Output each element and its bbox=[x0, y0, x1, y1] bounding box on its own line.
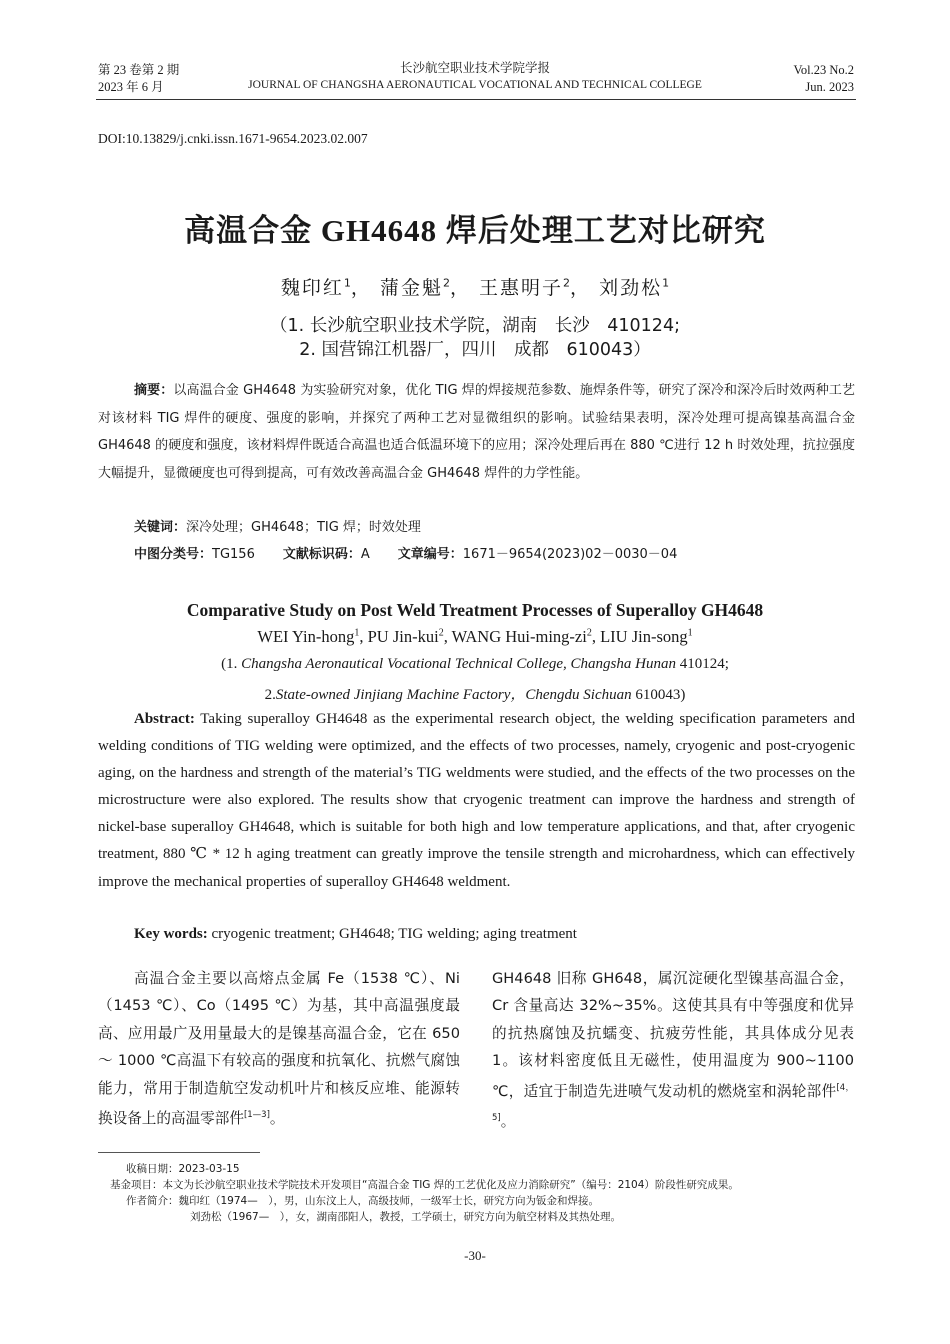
author-en-separator: , bbox=[443, 627, 452, 646]
body-column-right bbox=[492, 965, 854, 1135]
header-journal bbox=[230, 60, 720, 94]
author-affil-mark: 2 bbox=[563, 276, 571, 290]
affiliation-en-1-name: Changsha Aeronautical Vocational Technical College, Changsha Hunan bbox=[241, 656, 676, 672]
keywords-en-text: cryogenic treatment; GH4648; TIG welding; aging treatment bbox=[207, 926, 577, 942]
classification-label: 中图分类号： bbox=[134, 547, 213, 562]
keywords-cn-text: 深冷处理；GH4648；TIG 焊；时效处理 bbox=[186, 520, 421, 535]
body-left-text: 高温合金主要以高熔点金属 Fe（1538 ℃）、Ni（1453 ℃）、Co（1495 ℃）为基，其中高温强度最高、应用最广及用量最大的是镍基高温合金，它在 650 ～ 1000 ℃高温下有较高的强度和抗氧化、抗燃气腐蚀能力，常用于制造航空发动机叶片和核反应堆、能源转换设备上的高温零部件 bbox=[98, 970, 460, 1127]
affiliation-en-1-prefix: (1. bbox=[221, 656, 242, 672]
author-affil-mark: 1 bbox=[662, 276, 670, 290]
abstract-cn-label: 摘要： bbox=[134, 383, 174, 398]
keywords-cn-label: 关键词： bbox=[134, 520, 187, 535]
abstract-en-label: Abstract: bbox=[134, 711, 195, 727]
abstract-cn-text: 以高温合金 GH4648 为实验研究对象，优化 TIG 焊的焊接规范参数、施焊条件等，研究了深冷和深冷后时效两种工艺对该材料 TIG 焊件的硬度、强度的影响，并探究了两种工艺对显微组织的影响。试验结果表明，深冷处理可提高镍基高温合金 GH4648 的硬度和强度，该材料焊件既适合高温也适合低温环境下的应用；深冷处理后再在 880 ℃进行 12 h 时效处理，抗拉强度大幅提升，显微硬度也可得到提高，可有效改善高温合金 GH4648 焊件的力学性能。 bbox=[98, 383, 855, 481]
paper-title-en: Comparative Study on Post Weld Treatment Processes of Superalloy GH4648 bbox=[186, 600, 764, 620]
doc-code-label: 文献标识码： bbox=[282, 547, 361, 562]
footnote-received: 收稿日期：2023-03-15 bbox=[126, 1163, 240, 1175]
author-en-name: LIU Jin-song bbox=[600, 627, 688, 646]
article-no-value: 1671－9654(2023)02－0030－04 bbox=[462, 547, 678, 562]
affiliation-cn-2: 2. 国营锦江机器厂，四川 成都 610043） bbox=[299, 340, 651, 360]
affiliation-en-1 bbox=[0, 656, 950, 673]
footnote-divider bbox=[98, 1152, 260, 1153]
author-en-name: WANG Hui-ming-zi bbox=[451, 627, 587, 646]
doi: DOI:10.13829/j.cnki.issn.1671-9654.2023.02.007 bbox=[98, 131, 368, 146]
abstract-en bbox=[98, 706, 855, 896]
affiliation-en-2-prefix: 2. bbox=[264, 687, 276, 703]
author-affil-mark: 2 bbox=[442, 276, 450, 290]
header-volume-issue: 第 23 卷第 2 期 bbox=[98, 63, 180, 77]
footnote-fund: 基金项目：本文为长沙航空职业技术学院技术开发项目“高温合金 TIG 焊的工艺优化及应力消除研究”（编号：2104）阶段性研究成果。 bbox=[110, 1179, 739, 1191]
keywords-en-label: Key words: bbox=[134, 926, 208, 942]
author-en-affil-mark: 2 bbox=[586, 627, 592, 639]
header-vol-en: Vol.23 No.2 bbox=[793, 63, 854, 77]
abstract-en-text: Taking superalloy GH4648 as the experimental research object, the welding specification parameters and welding conditions of TIG welding were optimized, and the effects of two processes, namely, cryogenic and post-cryogenic aging, on the hardness and strength of the material’s TIG weldments were studied, and the effects of the two processes on the microstructure were also explored. The results show that cryogenic treatment can improve the hardness and strength of nickel-base superalloy GH4648, which is suitable for both high and low temperature applications, and that, after cryogenic treatment, 880 ℃ * 12 h aging treatment can greatly improve the tensile strength and microhardness, which can effectively improve the mechanical properties of superalloy GH4648 weldment. bbox=[98, 711, 855, 890]
authors-en bbox=[0, 627, 950, 647]
abstract-cn bbox=[98, 377, 855, 487]
keywords-en bbox=[134, 926, 577, 943]
journal-name-cn: 长沙航空职业技术学院学报 bbox=[399, 61, 550, 75]
author-en-affil-mark: 2 bbox=[438, 627, 444, 639]
affiliation-en-2 bbox=[0, 683, 950, 704]
author-separator: ， bbox=[350, 277, 372, 299]
author-en-separator: , bbox=[591, 627, 601, 646]
author-name: 刘劲松 bbox=[599, 277, 663, 299]
doc-code-value: A bbox=[360, 547, 370, 562]
classification-value: TG156 bbox=[212, 547, 255, 562]
affiliation-en-1-suffix: 410124; bbox=[675, 656, 729, 672]
author-affil-mark: 1 bbox=[343, 276, 351, 290]
body-column-left bbox=[98, 965, 460, 1132]
author-name: 蒲金魁 bbox=[379, 277, 443, 299]
body-right-text: GH4648 旧称 GH648，属沉淀硬化型镍基高温合金，Cr 含量高达 32%~35%。这使其具有中等强度和优异的抗热腐蚀及抗蠕变、抗疲劳性能，其具体成分见表 1。该材料密度低且无磁性，使用温度为 900~1100 ℃，适宜于制造先进喷气发动机的燃烧室和涡轮部件 bbox=[492, 970, 854, 1100]
author-en-name: WEI Yin-hong bbox=[257, 627, 355, 646]
author-name: 王惠明子 bbox=[479, 277, 564, 299]
author-separator: ， bbox=[449, 277, 471, 299]
classification-line bbox=[98, 541, 891, 569]
header-volume bbox=[793, 62, 854, 96]
author-en-name: PU Jin-kui bbox=[367, 627, 439, 646]
citation-ref: [4，5] bbox=[492, 1082, 854, 1123]
journal-name-en: JOURNAL OF CHANGSHA AERONAUTICAL VOCATIONAL AND TECHNICAL COLLEGE bbox=[248, 79, 702, 91]
author-en-separator: , bbox=[359, 627, 368, 646]
affiliation-en-2-name: State-owned Jinjiang Machine Factory，Chengdu Sichuan bbox=[275, 687, 632, 703]
body-left-end: 。 bbox=[269, 1109, 285, 1127]
paper-title-cn: 高温合金 GH4648 焊后处理工艺对比研究 bbox=[184, 213, 766, 248]
header-date-en: Jun. 2023 bbox=[805, 80, 854, 94]
header-date-cn: 2023 年 6 月 bbox=[98, 80, 164, 94]
author-en-affil-mark: 1 bbox=[354, 627, 360, 639]
body-right-end: 。 bbox=[500, 1112, 516, 1130]
footnote-author-1: 作者简介：魏印红（1974— ），男，山东汶上人，高级技师，一级军士长，研究方向为钣金和焊接。 bbox=[126, 1195, 599, 1207]
author-name: 魏印红 bbox=[280, 277, 344, 299]
footnote-author-2: 刘劲松（1967— ），女，湖南邵阳人，教授，工学硕士，研究方向为航空材料及其热处理。 bbox=[190, 1211, 621, 1223]
article-no-label: 文章编号： bbox=[397, 547, 463, 562]
header-divider bbox=[96, 99, 856, 100]
author-en-affil-mark: 1 bbox=[687, 627, 693, 639]
page-number: -30- bbox=[464, 1248, 486, 1263]
citation-ref: [1—3] bbox=[243, 1110, 270, 1121]
affiliation-cn-1: （1. 长沙航空职业技术学院，湖南 长沙 410124; bbox=[270, 316, 680, 336]
affiliation-en-2-suffix: 610043) bbox=[631, 687, 686, 703]
keywords-cn bbox=[98, 514, 891, 542]
author-separator: ， bbox=[570, 277, 592, 299]
header-issue bbox=[98, 62, 179, 96]
authors-cn bbox=[0, 273, 950, 300]
